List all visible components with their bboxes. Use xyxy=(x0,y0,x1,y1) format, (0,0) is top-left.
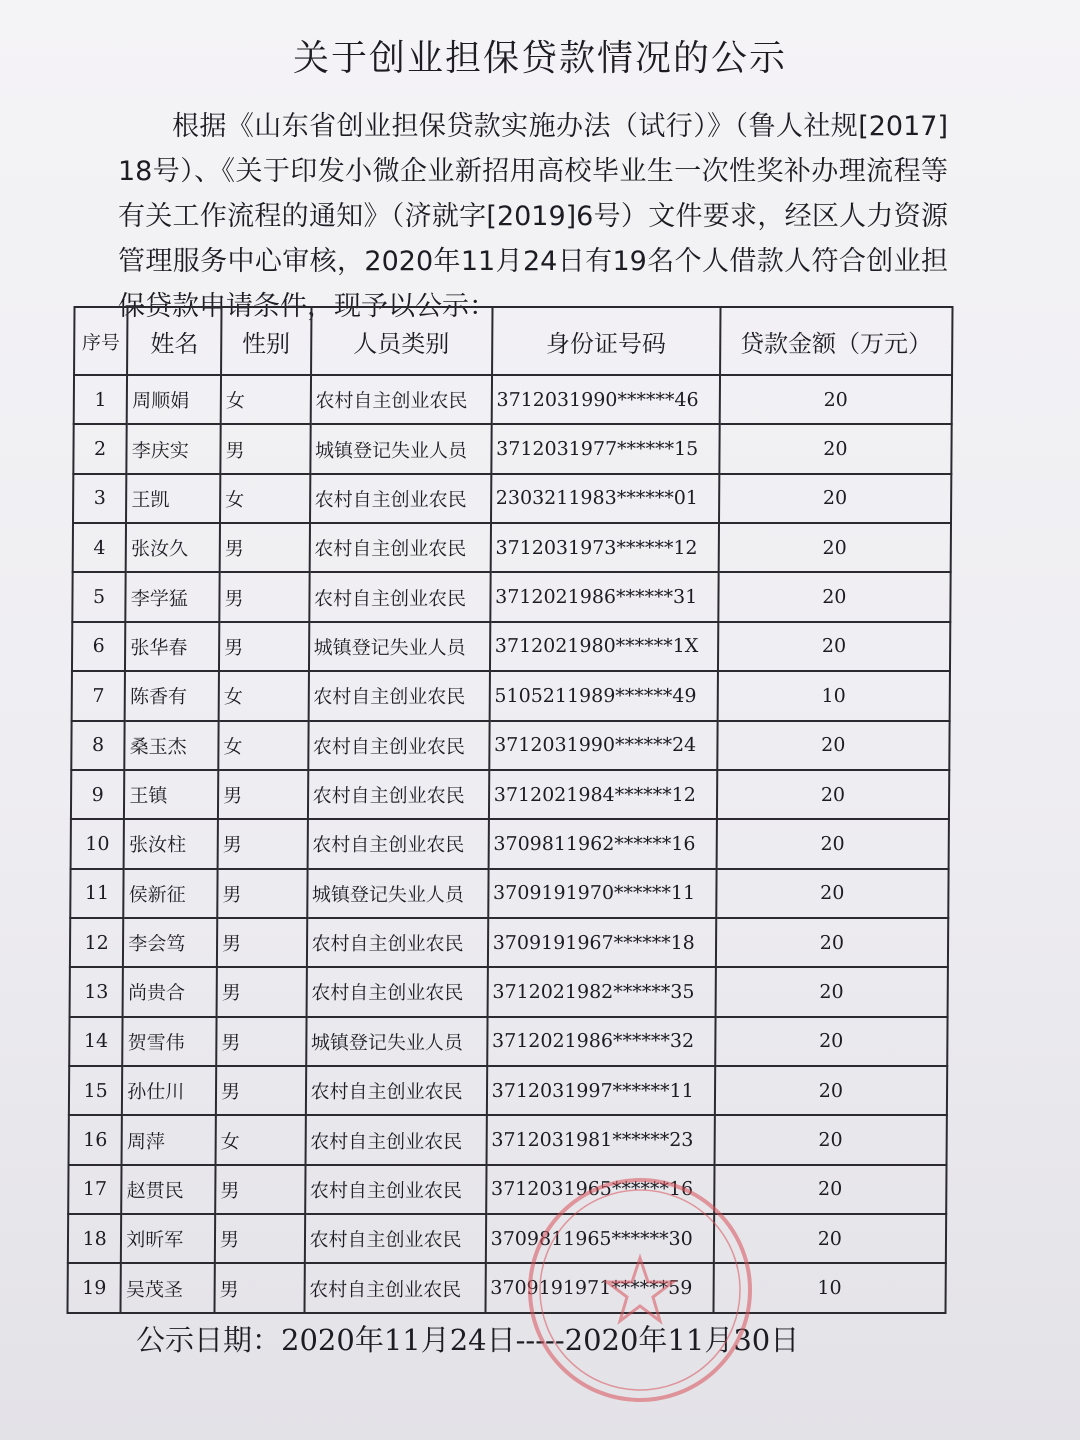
header-gender: 性别 xyxy=(221,307,311,375)
loan-amount: 10 xyxy=(713,1263,946,1313)
borrower-gender: 男 xyxy=(218,819,308,868)
header-category: 人员类别 xyxy=(311,307,493,375)
borrower-name: 张汝久 xyxy=(126,523,220,572)
table-row xyxy=(74,375,952,424)
row-number: 6 xyxy=(72,622,126,671)
row-number: 2 xyxy=(73,424,127,473)
borrower-category: 农村自主创业农民 xyxy=(306,918,487,967)
period-label: 公示日期： xyxy=(136,1323,282,1357)
borrower-name: 张华春 xyxy=(125,622,219,671)
loan-amount: 20 xyxy=(717,770,950,819)
borrower-category: 农村自主创业农民 xyxy=(304,1214,485,1263)
borrower-name: 王凯 xyxy=(126,474,220,523)
borrower-category: 农村自主创业农民 xyxy=(308,721,489,770)
header-name: 姓名 xyxy=(127,307,221,375)
table-row xyxy=(70,918,948,967)
borrower-category: 农村自主创业农民 xyxy=(305,1165,486,1214)
borrower-name: 周顺娟 xyxy=(127,375,221,424)
borrower-category: 农村自主创业农民 xyxy=(310,474,491,523)
loan-amount: 20 xyxy=(718,572,951,621)
id-number: 3712021980******1X xyxy=(490,622,718,671)
page-title: 关于创业担保贷款情况的公示 xyxy=(292,38,787,79)
table-row xyxy=(70,869,948,918)
table-row xyxy=(73,523,951,572)
row-number: 14 xyxy=(69,1017,123,1066)
borrower-gender: 男 xyxy=(215,1214,305,1263)
borrower-gender: 男 xyxy=(217,869,307,918)
borrower-category: 城镇登记失业人员 xyxy=(309,622,490,671)
table-row xyxy=(71,721,949,770)
borrower-name: 张汝柱 xyxy=(124,819,218,868)
id-number: 3709191970******11 xyxy=(488,869,716,918)
loan-amount: 10 xyxy=(717,671,950,720)
loan-amount: 20 xyxy=(716,918,949,967)
borrower-gender: 男 xyxy=(219,572,309,621)
borrower-gender: 男 xyxy=(215,1165,305,1214)
row-number: 3 xyxy=(73,474,127,523)
table-row xyxy=(72,671,950,720)
table-row xyxy=(73,474,951,523)
borrower-name: 赵贯民 xyxy=(121,1165,215,1214)
id-number: 3712031990******46 xyxy=(491,375,719,424)
loan-amount: 20 xyxy=(719,474,952,523)
table-row xyxy=(67,1263,945,1313)
row-number: 13 xyxy=(70,967,124,1016)
borrower-name: 桑玉杰 xyxy=(125,721,219,770)
id-number: 3712031990******24 xyxy=(489,721,717,770)
header-id-number: 身份证号码 xyxy=(492,307,720,375)
id-number: 3712031977******15 xyxy=(491,424,719,473)
table-row xyxy=(72,572,950,621)
id-number: 3712021986******32 xyxy=(487,1017,715,1066)
id-number: 3709191967******18 xyxy=(488,918,716,967)
borrower-category: 农村自主创业农民 xyxy=(310,375,491,424)
borrower-name: 侯新征 xyxy=(124,869,218,918)
borrower-name: 贺雪伟 xyxy=(122,1017,216,1066)
id-number: 3709811962******16 xyxy=(488,819,716,868)
id-number: 3712031997******11 xyxy=(487,1066,715,1115)
borrower-gender: 女 xyxy=(221,375,311,424)
id-number: 3712031981******23 xyxy=(486,1115,714,1164)
intro-paragraph: 根据《山东省创业担保贷款实施办法（试行）》（鲁人社规[2017]18号）、《关于印发小微企业新招用高校毕业生一次性奖补办理流程等有关工作流程的通知》（济就字[2019]6号）文件要求，经区人力资源管理服务中心审核，2020年11月24日有19名个人借款人符合创业担保贷款申请条件，现予以公示： xyxy=(118,111,948,322)
table-row xyxy=(69,1115,947,1164)
borrower-category: 农村自主创业农民 xyxy=(307,770,488,819)
loan-amount: 20 xyxy=(714,1214,947,1263)
borrower-name: 吴茂圣 xyxy=(121,1263,215,1313)
borrower-category: 农村自主创业农民 xyxy=(305,1066,486,1115)
row-number: 18 xyxy=(68,1214,122,1263)
publicity-period xyxy=(136,1318,799,1359)
borrower-name: 陈香有 xyxy=(125,671,219,720)
row-number: 5 xyxy=(72,572,126,621)
period-dates: 2020年11月24日-----2020年11月30日 xyxy=(281,1323,800,1357)
id-number: 2303211983******01 xyxy=(491,474,719,523)
row-number: 9 xyxy=(71,770,125,819)
loan-amount: 20 xyxy=(716,869,949,918)
borrower-gender: 男 xyxy=(220,523,310,572)
borrower-category: 城镇登记失业人员 xyxy=(310,424,491,473)
borrower-table xyxy=(66,306,953,1314)
borrower-category: 农村自主创业农民 xyxy=(309,523,490,572)
borrower-category: 农村自主创业农民 xyxy=(306,967,487,1016)
row-number: 17 xyxy=(68,1165,122,1214)
borrower-gender: 女 xyxy=(218,721,308,770)
borrower-name: 李学猛 xyxy=(126,572,220,621)
table-row xyxy=(70,967,948,1016)
borrower-category: 农村自主创业农民 xyxy=(304,1263,485,1313)
loan-amount: 20 xyxy=(717,721,950,770)
loan-amount: 20 xyxy=(716,819,949,868)
row-number: 10 xyxy=(71,819,125,868)
loan-amount: 20 xyxy=(714,1115,947,1164)
table-row xyxy=(71,819,949,868)
id-number: 3709811965******30 xyxy=(486,1214,714,1263)
borrower-name: 尚贵合 xyxy=(123,967,217,1016)
borrower-name: 孙仕川 xyxy=(122,1066,216,1115)
row-number: 7 xyxy=(72,671,126,720)
borrower-gender: 男 xyxy=(219,622,309,671)
row-number: 4 xyxy=(73,523,127,572)
borrower-category: 城镇登记失业人员 xyxy=(307,869,488,918)
table-header-row xyxy=(74,307,952,375)
borrower-category: 农村自主创业农民 xyxy=(308,671,489,720)
borrower-category: 农村自主创业农民 xyxy=(309,572,490,621)
borrower-gender: 男 xyxy=(216,1066,306,1115)
loan-amount: 20 xyxy=(718,622,951,671)
borrower-gender: 男 xyxy=(216,1017,306,1066)
borrower-gender: 男 xyxy=(218,770,308,819)
borrower-name: 李庆实 xyxy=(127,424,221,473)
borrower-name: 王镇 xyxy=(124,770,218,819)
id-number: 3709191971******59 xyxy=(485,1263,713,1313)
row-number: 8 xyxy=(71,721,125,770)
table-row xyxy=(68,1214,946,1263)
borrower-name: 刘昕军 xyxy=(121,1214,215,1263)
loan-amount: 20 xyxy=(719,375,952,424)
id-number: 3712021982******35 xyxy=(487,967,715,1016)
table-row xyxy=(69,1017,947,1066)
row-number: 12 xyxy=(70,918,124,967)
header-loan-amount: 贷款金额（万元） xyxy=(720,307,953,375)
borrower-category: 农村自主创业农民 xyxy=(305,1115,486,1164)
borrower-gender: 男 xyxy=(220,424,310,473)
id-number: 3712021984******12 xyxy=(489,770,717,819)
table-row xyxy=(71,770,949,819)
table-row xyxy=(69,1066,947,1115)
loan-amount: 20 xyxy=(719,424,952,473)
id-number: 3712031965******16 xyxy=(486,1165,714,1214)
borrower-gender: 男 xyxy=(217,918,307,967)
row-number: 1 xyxy=(74,375,128,424)
loan-amount: 20 xyxy=(715,1066,948,1115)
borrower-gender: 男 xyxy=(217,967,307,1016)
id-number: 3712021986******31 xyxy=(490,572,718,621)
loan-amount: 20 xyxy=(715,967,948,1016)
row-number: 11 xyxy=(70,869,124,918)
loan-amount: 20 xyxy=(714,1165,947,1214)
borrower-gender: 女 xyxy=(216,1115,306,1164)
table-row xyxy=(73,424,951,473)
loan-amount: 20 xyxy=(715,1017,948,1066)
table-row xyxy=(72,622,950,671)
borrower-category: 城镇登记失业人员 xyxy=(306,1017,487,1066)
row-number: 19 xyxy=(67,1263,121,1313)
borrower-gender: 女 xyxy=(219,671,309,720)
loan-amount: 20 xyxy=(718,523,951,572)
table-row xyxy=(68,1165,946,1214)
borrower-name: 周萍 xyxy=(122,1115,216,1164)
borrower-name: 李会笃 xyxy=(123,918,217,967)
row-number: 16 xyxy=(69,1115,123,1164)
header-no: 序号 xyxy=(74,307,128,375)
id-number: 3712031973******12 xyxy=(490,523,718,572)
borrower-gender: 男 xyxy=(215,1263,305,1313)
borrower-gender: 女 xyxy=(220,474,310,523)
id-number: 5105211989******49 xyxy=(489,671,717,720)
row-number: 15 xyxy=(69,1066,123,1115)
borrower-category: 农村自主创业农民 xyxy=(307,819,488,868)
